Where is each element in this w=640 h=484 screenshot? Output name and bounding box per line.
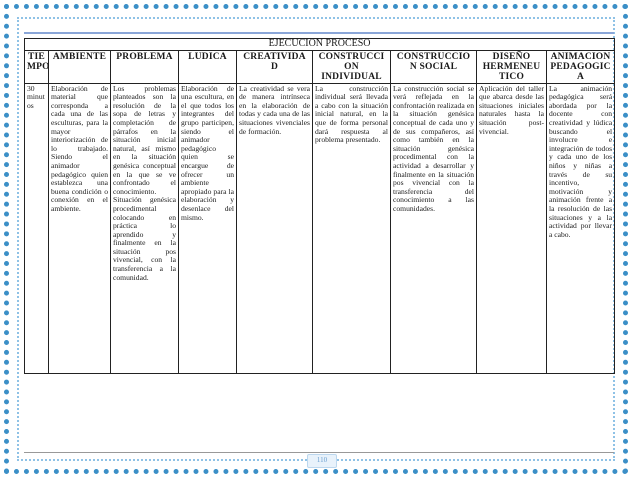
cell-ambiente: Elaboración de material que corresponda a cada una de las esculturas, para la mayor interiorización de lo trabajado. Siendo el animador pedagógico quien establezca una buena condición o conexión en el ambiente. [49, 83, 111, 373]
table-row [25, 83, 615, 373]
header-diseno-hermeneutico: DISEÑO HERMENEU TICO [477, 50, 547, 83]
header-rule [24, 32, 614, 34]
cell-ludica: Elaboración de una escultura, en el que todos los integrantes del grupo participen, siendo el animador pedagógico quien se encargue de ofrecer un ambiente apropiado para la elaboración y desenlace del mismo. [179, 83, 237, 373]
header-animacion-pedagogica: ANIMACION PEDAGOGIC A [547, 50, 615, 83]
cell-creatividad: La creatividad se vera de manera intrínseca en la elaboración de todas y cada una de las situaciones vivenciales de formación. [237, 83, 313, 373]
cell-tiempo: 30 minut os [25, 83, 49, 373]
header-tiempo: TIE MPO [25, 50, 49, 83]
execution-process-table [24, 38, 615, 374]
header-ambiente: AMBIENTE [49, 50, 111, 83]
page-number: 110 [307, 454, 337, 468]
header-construccion-social: CONSTRUCCIO N SOCIAL [391, 50, 477, 83]
header-construccion-individual: CONSTRUCCI ON INDIVIDUAL [313, 50, 391, 83]
header-row [25, 50, 615, 83]
cell-problema: Los problemas planteados son la resolución de la sopa de letras y completación de párrafos en la situación inicial natural, así mismo en la situación genésica conceptual en la que se ve confrontado el conocimiento. Situación genésica procedimental colocando en práctica lo aprendido y finalmente en la situación pos vivencial, con la transferencia a la comunidad. [111, 83, 179, 373]
table-title: EJECUCION PROCESO [25, 39, 615, 51]
cell-construccion-individual: La construcción individual será llevada a cabo con la situación inicial natural, en la que de forma personal dará respuesta al problema presentado. [313, 83, 391, 373]
header-problema: PROBLEMA [111, 50, 179, 83]
header-ludica: LUDICA [179, 50, 237, 83]
cell-animacion-pedagogica: La animación pedagógica será abordada por la docente con creatividad y lúdica buscando el involucre e integración de todos y cada uno de los niños y niñas a través de su incentivo, motivación y animación frente a la resolución de las situaciones y a la actividad por llevar a cabo. [547, 83, 615, 373]
cell-diseno-hermeneutico: Aplicación del taller que abarca desde las situaciones iniciales naturales hasta la situación post-vivencial. [477, 83, 547, 373]
header-creatividad: CREATIVIDA D [237, 50, 313, 83]
cell-construccion-social: La construcción social se verá reflejada en la confrontación realizada en la situación genésica conceptual de cada uno y de sus compañeros, así como también en la situación genésica procedimental con la actividad a desarrollar y finalmente en la situación pos vivencial con la transferencia del conocimiento a las comunidades. [391, 83, 477, 373]
footer-rule [24, 452, 614, 453]
